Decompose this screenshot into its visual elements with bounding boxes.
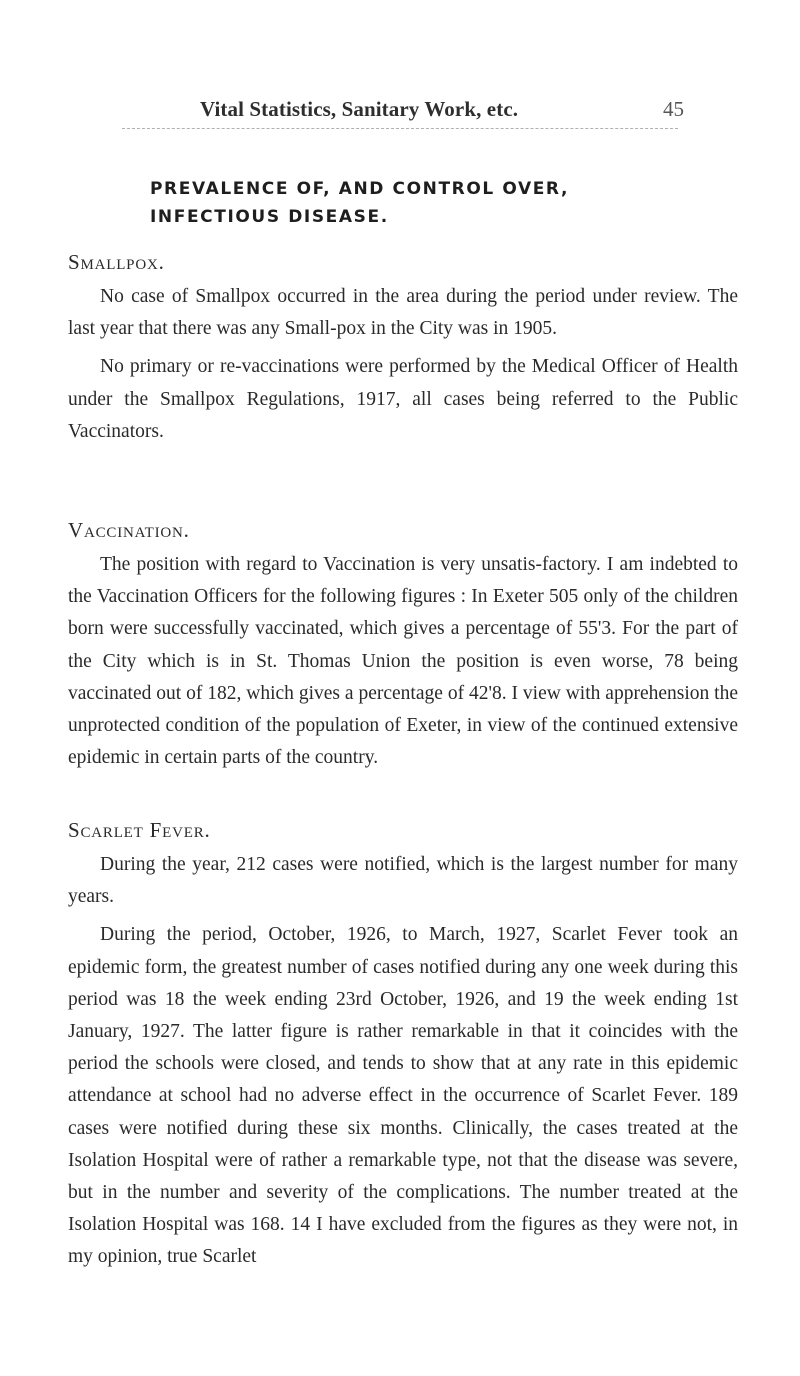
- running-header: [200, 97, 684, 127]
- scarlet-fever-paragraph-2: During the period, October, 1926, to March, 1927, Scarlet Fever took an epidemic form, the greatest number of cases notified during any one week during this period was 18 the week ending 23rd October, 1926, and 19 the week ending 1st January, 1927. The latter figure is rather remarkable in that it coincides with the period the schools were closed, and tends to show that at any rate in this epidemic attendance at school had no adverse effect in the occurrence of Scarlet Fever. 189 cases were notified during these six months. Clinically, the cases treated at the Isolation Hospital were of rather a remarkable type, not that the disease was severe, but in the number and severity of the complications. The number treated at the Isolation Hospital was 168. 14 I have excluded from the figures as they were not, in my opinion, true Scarlet: [68, 924, 738, 1268]
- section-title-line-2: INFECTIOUS DISEASE.: [150, 207, 389, 227]
- section-title-line-1: PREVALENCE OF, AND CONTROL OVER,: [150, 179, 569, 199]
- header-rule: [122, 128, 678, 129]
- smallpox-section: [68, 244, 738, 448]
- smallpox-paragraph-2: No primary or re-vaccinations were performed by the Medical Officer of Health under the Smallpox Regulations, 1917, all cases being referred to the Public Vaccinators.: [68, 356, 738, 442]
- smallpox-paragraph-1: No case of Smallpox occurred in the area during the period under review. The last year that there was any Small-pox in the City was in 1905.: [68, 286, 738, 340]
- smallpox-body: [68, 281, 738, 448]
- vaccination-section: [68, 512, 738, 774]
- vaccination-body: [68, 549, 738, 774]
- vaccination-heading: Vaccination.: [68, 518, 190, 542]
- scarlet-fever-body: [68, 849, 738, 1274]
- vaccination-paragraph-1: The position with regard to Vaccination is very unsatis-factory. I am indebted to the Vaccination Officers for the following figures : In Exeter 505 only of the children born were successfully vaccinated, which gives a percentage of 55'3. For the part of the City which is in St. Thomas Union the position is even worse, 78 being vaccinated out of 182, which gives a percentage of 42'8. I view with apprehension the unprotected condition of the population of Exeter, in view of the continued extensive epidemic in certain parts of the country.: [68, 554, 738, 769]
- scarlet-fever-paragraph-1: During the year, 212 cases were notified, which is the largest number for many years.: [68, 854, 738, 908]
- page-number: 45: [663, 97, 684, 121]
- smallpox-heading: Smallpox.: [68, 250, 165, 274]
- section-title: [150, 175, 670, 231]
- running-header-title: Vital Statistics, Sanitary Work, etc.: [200, 97, 519, 121]
- scarlet-fever-section: [68, 812, 738, 1274]
- scarlet-fever-heading: Scarlet Fever.: [68, 818, 211, 842]
